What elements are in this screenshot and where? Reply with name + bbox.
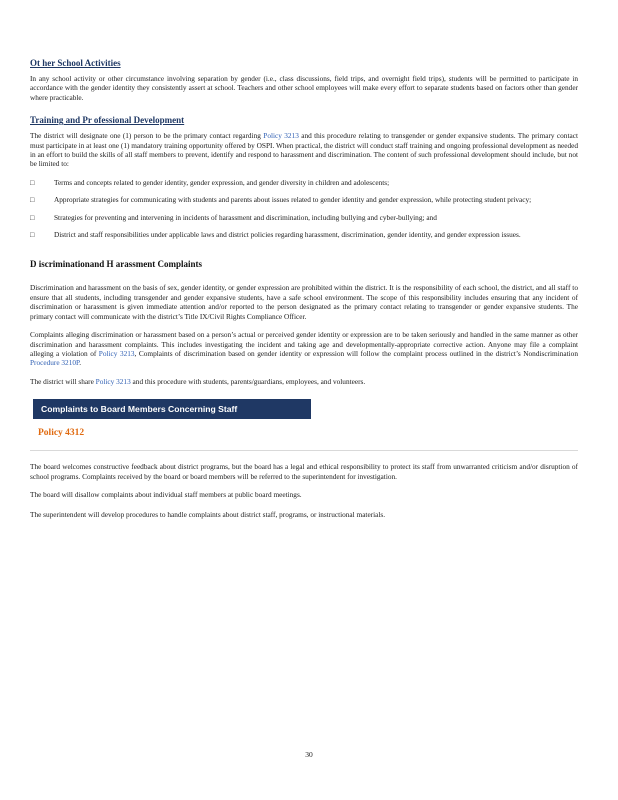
page-number: 30: [305, 750, 313, 759]
other-activities-heading: Ot her School Activities: [30, 58, 121, 68]
bullet-item: □ Appropriate strategies for communicating with students and parents about issues related to gender identity and gender expression, while protecting student privacy;: [30, 195, 532, 205]
discrimination-paragraph-1: Discrimination and harassment on the basis of sex, gender identity, or gender expression are prohibited within the district. It is the responsibility of each school, the district, and all staff to ensure that all students, including transgender and gender expansive students, have a safe school environment. The scope of this responsibility includes ensuring that any incident of discrimination or harassment is given immediate attention and/or reported to the person designated as the primary contact relating to transgender or gender expansive students. The primary contact will communicate with the district’s Title IX/Civil Rights Compliance Officer.: [30, 283, 578, 321]
checkbox-bullet-icon: □: [30, 177, 35, 187]
training-section: [30, 115, 578, 239]
checkbox-bullet-icon: □: [30, 195, 35, 205]
training-paragraph: The district will designate one (1) person to be the primary contact regarding Policy 3213 and this procedure relating to transgender or gender expansive students. The primary contact must participate in at least one (1) mandatory training opportunity offered by OSPI. When practical, the district will conduct staff training and ongoing professional development as needed in an effort to build the skills of all staff members to prevent, identify and respond to harassment and discrimination. The content of such professional development should include, but not be limited to:: [30, 131, 578, 169]
policy-paragraph-2: The board will disallow complaints about individual staff members at public board meetings.: [30, 489, 302, 499]
procedure-3210p-link[interactable]: Procedure 3210P: [30, 358, 80, 368]
bullet-item: □ District and staff responsibilities under applicable laws and district policies regarding harassment, discrimination, gender identity, and gender expression issues.: [30, 230, 521, 240]
bullet-item: □ Terms and concepts related to gender identity, gender expression, and gender diversity in children and adolescents;: [30, 177, 390, 187]
policy-3213-link[interactable]: Policy 3213: [98, 348, 135, 358]
discrimination-section: [30, 259, 578, 386]
policy-3213-link[interactable]: Policy 3213: [95, 376, 131, 386]
other-activities-paragraph: In any school activity or other circumstance involving separation by gender (i.e., class discussions, field trips, and overnight field trips), students will be permitted to participate in accordance with the gender identity they consistently assert at school. Teachers and other school employees will make every effort to separate students based on factors other than gender where practicable.: [30, 74, 578, 102]
policy-title-wrap: [30, 428, 578, 451]
discrimination-heading: D iscriminationand H arassment Complaints: [30, 259, 203, 270]
section-banner: Complaints to Board Members Concerning Staff: [33, 399, 311, 419]
policy-paragraph-1: The board welcomes constructive feedback about district programs, but the board has a legal and ethical responsibility to protect its staff from unwarranted criticism and/or disruption of school programs. Complaints received by the board or board members will be referred to the superintendent for investigation.: [30, 462, 578, 481]
training-bullet-list: [30, 178, 578, 240]
policy-title: Policy 4312: [38, 428, 85, 439]
policy-3213-link[interactable]: Policy 3213: [263, 131, 299, 141]
policy-paragraph-3: The superintendent will develop procedures to handle complaints about district staff, programs, or instructional materials.: [30, 510, 386, 520]
other-activities-section: [30, 58, 578, 102]
document-page: [30, 58, 578, 529]
bullet-item: □ Strategies for preventing and intervening in incidents of harassment and discrimination, including bullying and cyber-bullying; and: [30, 212, 437, 222]
checkbox-bullet-icon: □: [30, 230, 35, 240]
discrimination-paragraph-2: Complaints alleging discrimination or harassment based on a person’s actual or perceived gender identity or expression are to be taken seriously and handled in the same manner as other discrimination and harassment complaints. This includes investigating the incident and taking age and developmentally-appropriate corrective action. Anyone may file a complaint alleging a violation of Policy 3213, Complaints of discrimination based on gender identity or expression will follow the complaint process outlined in the district’s Nondiscrimination Procedure 3210P.: [30, 330, 578, 368]
discrimination-paragraph-3: The district will share Policy 3213 and this procedure with students, parents/guardians, employees, and volunteers.: [30, 376, 366, 386]
training-heading: Training and Pr ofessional Development: [30, 115, 185, 126]
checkbox-bullet-icon: □: [30, 212, 35, 222]
